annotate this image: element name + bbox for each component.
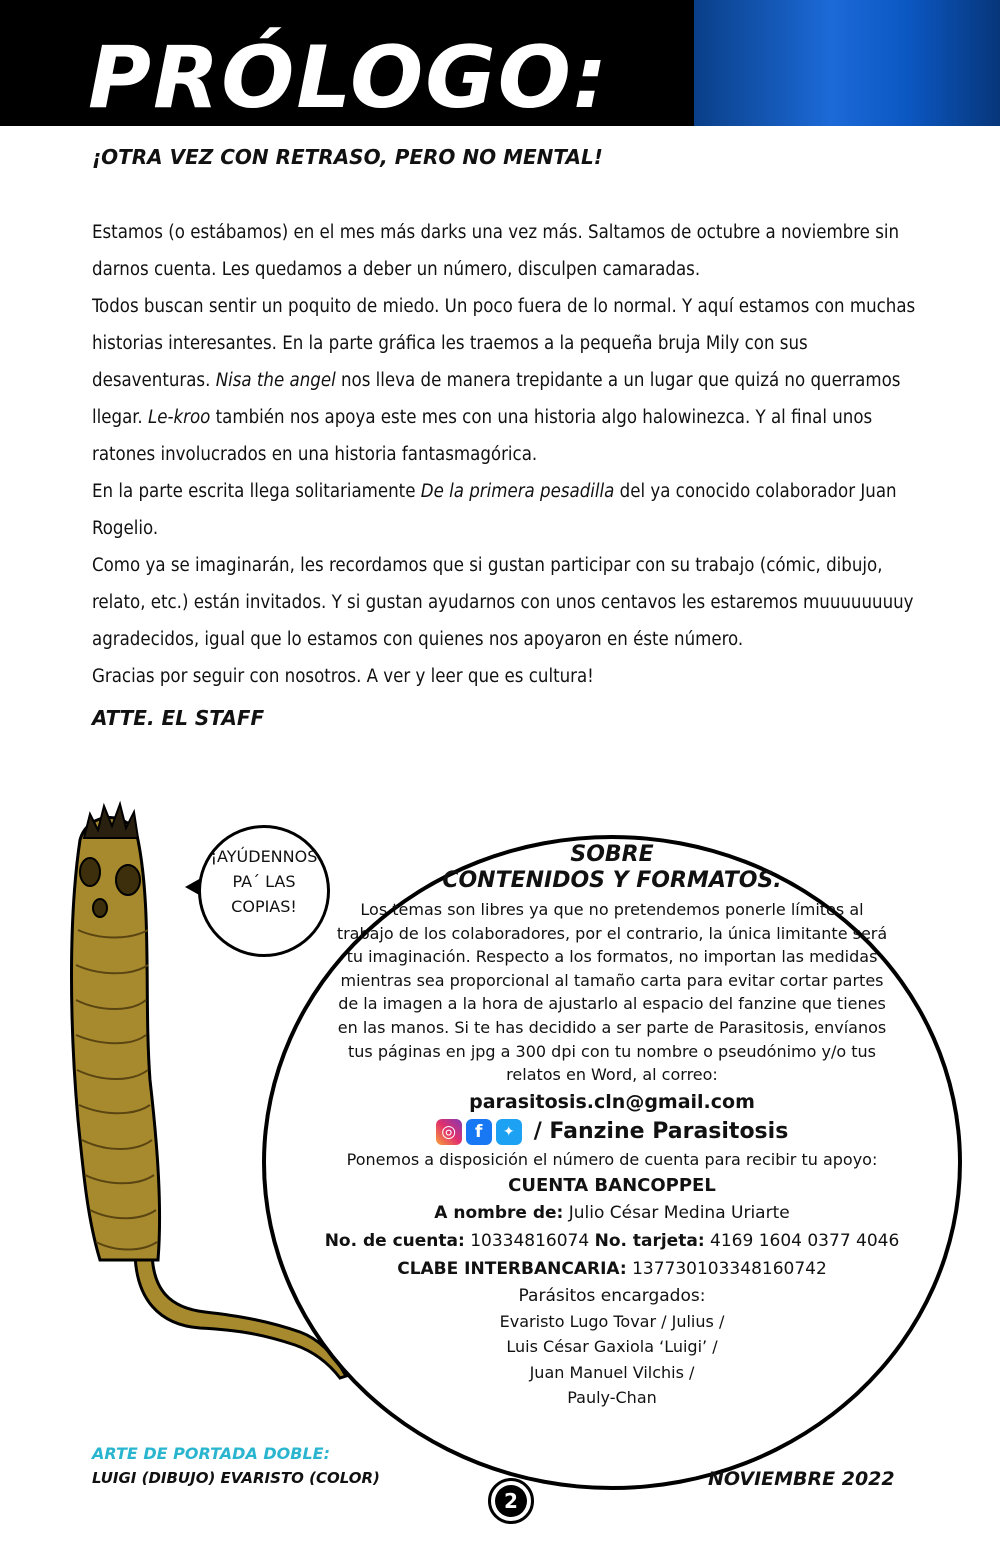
clabe-label: CLABE INTERBANCARIA: bbox=[397, 1258, 627, 1279]
social-label: / Fanzine Parasitosis bbox=[533, 1119, 789, 1145]
prologue-paragraph: Gracias por seguir con nosotros. A ver y leer que es cultura! bbox=[92, 666, 594, 687]
staff-member: Evaristo Lugo Tovar / Julius / bbox=[499, 1311, 725, 1331]
page-number-badge bbox=[488, 1478, 534, 1524]
info-heading: CONTENIDOS Y FORMATOS. bbox=[442, 868, 782, 893]
staff-member: Luis César Gaxiola ‘Luigi’ / bbox=[506, 1337, 718, 1357]
prologue-text bbox=[92, 214, 922, 695]
contact-email[interactable]: parasitosis.cln@gmail.com bbox=[469, 1090, 755, 1113]
bank-name: CUENTA BANCOPPEL bbox=[508, 1174, 716, 1196]
prologue-paragraph: Como ya se imaginarán, les recordamos que si gustan participar con su trabajo (cómic, dibujo, relato, etc.) están invitados. Y si gustan ayudarnos con unos centavos les estaremos muuuuuuuuy agradecidos, igual que lo estamos con quienes nos apoyaron en éste número. bbox=[92, 555, 914, 650]
page-title: PRÓLOGO: bbox=[88, 28, 610, 126]
twitter-icon[interactable]: ✦ bbox=[496, 1119, 522, 1145]
instagram-icon[interactable]: ◎ bbox=[436, 1119, 462, 1145]
account-holder-label: A nombre de: bbox=[434, 1202, 564, 1223]
speech-bubble-tail bbox=[185, 878, 201, 896]
prologue-paragraph bbox=[92, 288, 922, 473]
header-blue-gradient bbox=[694, 0, 1000, 126]
card-number-value: 4169 1604 0377 4046 bbox=[710, 1230, 900, 1251]
clabe bbox=[282, 1255, 942, 1283]
prologue-subtitle: ¡OTRA VEZ CON RETRASO, PERO NO MENTAL! bbox=[92, 145, 603, 169]
staff-title: Parásitos encargados: bbox=[518, 1285, 706, 1306]
card-number-label: No. tarjeta: bbox=[594, 1230, 705, 1251]
prologue-paragraph bbox=[92, 473, 922, 547]
account-numbers bbox=[282, 1227, 942, 1255]
speech-bubble-line: ¡AYÚDENNOS bbox=[210, 847, 318, 866]
staff-member: Juan Manuel Vilchis / bbox=[529, 1362, 695, 1382]
speech-bubble-line: COPIAS! bbox=[231, 897, 297, 916]
cover-art-credits: LUIGI (DIBUJO) EVARISTO (COLOR) bbox=[92, 1469, 380, 1487]
prologue-emphasis: Le-kroo bbox=[147, 407, 211, 428]
prologue-signature: ATTE. EL STAFF bbox=[92, 706, 265, 730]
staff-member: Pauly-Chan bbox=[567, 1388, 657, 1408]
prologue-text-run: también nos apoya este mes con una historia algo halowinezca. Y al final unos ratones involucrados en una historia fantasmagórica. bbox=[92, 407, 873, 465]
worm-hair bbox=[84, 804, 138, 838]
account-number-label: No. de cuenta: bbox=[324, 1230, 465, 1251]
prologue-text-run: nos lleva de manera trepidante a un lugar que quizá no querramos llegar. bbox=[92, 370, 901, 428]
info-circle-content bbox=[282, 842, 942, 1411]
account-holder-value: Julio César Medina Uriarte bbox=[568, 1202, 790, 1223]
prologue-emphasis: De la primera pesadilla bbox=[420, 481, 615, 502]
clabe-value: 137730103348160742 bbox=[632, 1258, 827, 1279]
account-holder bbox=[282, 1199, 942, 1227]
prologue-paragraph: Estamos (o estábamos) en el mes más darks una vez más. Saltamos de octubre a noviembre sin darnos cuenta. Les quedamos a deber un número, disculpen camaradas. bbox=[92, 222, 900, 280]
cover-art-label: ARTE DE PORTADA DOBLE: bbox=[92, 1444, 330, 1463]
support-text: Ponemos a disposición el número de cuenta para recibir tu apoyo: bbox=[346, 1149, 878, 1169]
social-links bbox=[282, 1117, 942, 1147]
info-heading: SOBRE bbox=[570, 842, 654, 867]
account-number-value: 10334816074 bbox=[470, 1230, 590, 1251]
prologue-text-run: del ya conocido colaborador Juan Rogelio. bbox=[92, 481, 897, 539]
prologue-emphasis: Nisa the angel bbox=[215, 370, 336, 391]
info-body: Los temas son libres ya que no pretendemos ponerle límites al trabajo de los colaboradores, por el contrario, la única limitante será tu imaginación. Respecto a los formatos, no importan las medidas mientras sea proporcional al tamaño carta para evitar cortar partes de la imagen a la hora de ajustarlo al espacio del fanzine que tienes en las manos. Si te has decidido a ser parte de Parasitosis, envíanos tus páginas en jpg a 300 dpi con tu nombre o pseudónimo y/o tus relatos en Word, al correo: bbox=[336, 900, 888, 1085]
prologue-text-run: Todos buscan sentir un poquito de miedo. Un poco fuera de lo normal. Y aquí estamos con muchas historias interesantes. En la parte gráfica les traemos a la pequeña bruja Mily con sus desaventuras. bbox=[92, 296, 916, 391]
facebook-icon[interactable]: f bbox=[466, 1119, 492, 1145]
issue-date: NOVIEMBRE 2022 bbox=[708, 1468, 895, 1490]
page-number: 2 bbox=[495, 1485, 527, 1517]
prologue-text-run: En la parte escrita llega solitariamente bbox=[92, 481, 421, 502]
speech-bubble-line: PA´ LAS bbox=[232, 872, 296, 891]
header-banner bbox=[0, 0, 1000, 126]
